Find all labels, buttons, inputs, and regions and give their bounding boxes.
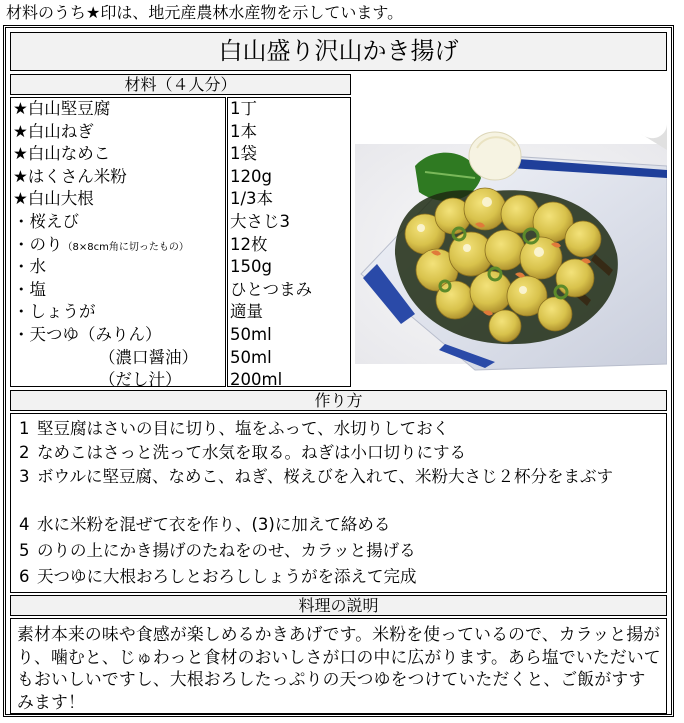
step-number: 5 [19, 541, 30, 560]
step-text: なめこはさっと洗って水気を取る。ねぎは小口切りにする [37, 443, 466, 462]
ingredient-amount: 大さじ3 [230, 211, 290, 231]
ingredient-amount: ひとつまみ [230, 279, 313, 299]
ingredient-amount: 150g [230, 257, 272, 277]
ingredient-amount: 50ml [230, 347, 272, 367]
step-item [19, 466, 660, 488]
ingredient-amount: 1丁 [230, 99, 257, 118]
step-number: 6 [19, 567, 30, 586]
step-number: 3 [19, 467, 30, 486]
ingredient-name: ★白山ねぎ [13, 121, 94, 141]
step-text: 天つゆに大根おろしとおろししょうがを添えて完成 [37, 567, 417, 586]
step-item [19, 566, 660, 588]
ingredient-name: ★はくさん米粉 [13, 166, 127, 186]
ingredient-amount: 1袋 [230, 144, 257, 164]
explanation-header: 料理の説明 [10, 595, 667, 616]
ingredient-name: （濃口醤油） [99, 347, 198, 367]
ingredient-amount: 12枚 [230, 234, 268, 254]
ingredient-amount: 200ml [230, 370, 283, 390]
step-item [19, 418, 660, 440]
dish-photo [355, 74, 667, 387]
step-text: ボウルに堅豆腐、なめこ、ねぎ、桜えびを入れて、米粉大さじ２杯分をまぶす [37, 467, 614, 486]
steps-header: 作り方 [10, 390, 667, 411]
ingredient-amount: 1/3本 [230, 189, 274, 209]
recipe-title: 白山盛り沢山かき揚げ [10, 32, 667, 71]
step-item [19, 514, 660, 536]
ingredient-name: ・水 [13, 257, 46, 277]
step-text: 堅豆腐はさいの目に切り、塩をふって、水切りしておく [37, 419, 450, 438]
ingredient-name: ・塩 [13, 279, 46, 299]
ingredient-names-column [10, 97, 226, 390]
ingredient-name: ★白山なめこ [13, 144, 111, 164]
recipe-card [3, 25, 674, 717]
kakiage-illustration [355, 74, 667, 387]
step-item [19, 540, 660, 562]
ingredient-name-with-note [11, 234, 225, 257]
ingredient-amount: 50ml [230, 324, 272, 344]
ingredient-amount: 適量 [230, 302, 263, 322]
ingredient-name: ・しょうが [13, 302, 96, 322]
step-item [19, 442, 660, 464]
ingredient-amount: 1本 [230, 121, 257, 141]
ingredient-name: ・のり [13, 234, 63, 254]
ingredient-note: （8×8cm角に切ったもの） [62, 241, 189, 253]
explanation-text: 素材本来の味や食感が楽しめるかきあげです。米粉を使っているので、カラッと揚がり、噛むと、じゅわっと食材のおいしさが口の中に広がります。あら塩でいただいてもおいしいですし、大根おろしたっぷりの天つゆをつけていただくと、ご飯がすすみます！ [17, 624, 661, 712]
step-text: 水に米粉を混ぜて衣を作り、(3)に加えて絡める [37, 515, 391, 534]
step-number: 4 [19, 515, 30, 534]
ingredient-name: （だし汁） [99, 370, 182, 390]
step-number: 2 [19, 443, 30, 462]
ingredient-name: ・桜えび [13, 211, 79, 231]
ingredient-amount: 120g [230, 166, 272, 186]
ingredient-name: ★白山堅豆腐 [13, 99, 111, 118]
explanation-section [10, 618, 667, 714]
ingredient-amounts-column [227, 97, 351, 390]
local-produce-note: 材料のうち★印は、地元産農林水産物を示しています。 [6, 3, 404, 22]
step-number: 1 [19, 419, 30, 438]
steps-section [10, 413, 667, 593]
ingredient-name: ・天つゆ（みりん） [13, 324, 162, 344]
step-text: のりの上にかき揚げのたねをのせ、カラッと揚げる [37, 541, 416, 560]
ingredient-name: ★白山大根 [13, 189, 94, 209]
ingredients-header: 材料（４人分） [10, 74, 351, 95]
